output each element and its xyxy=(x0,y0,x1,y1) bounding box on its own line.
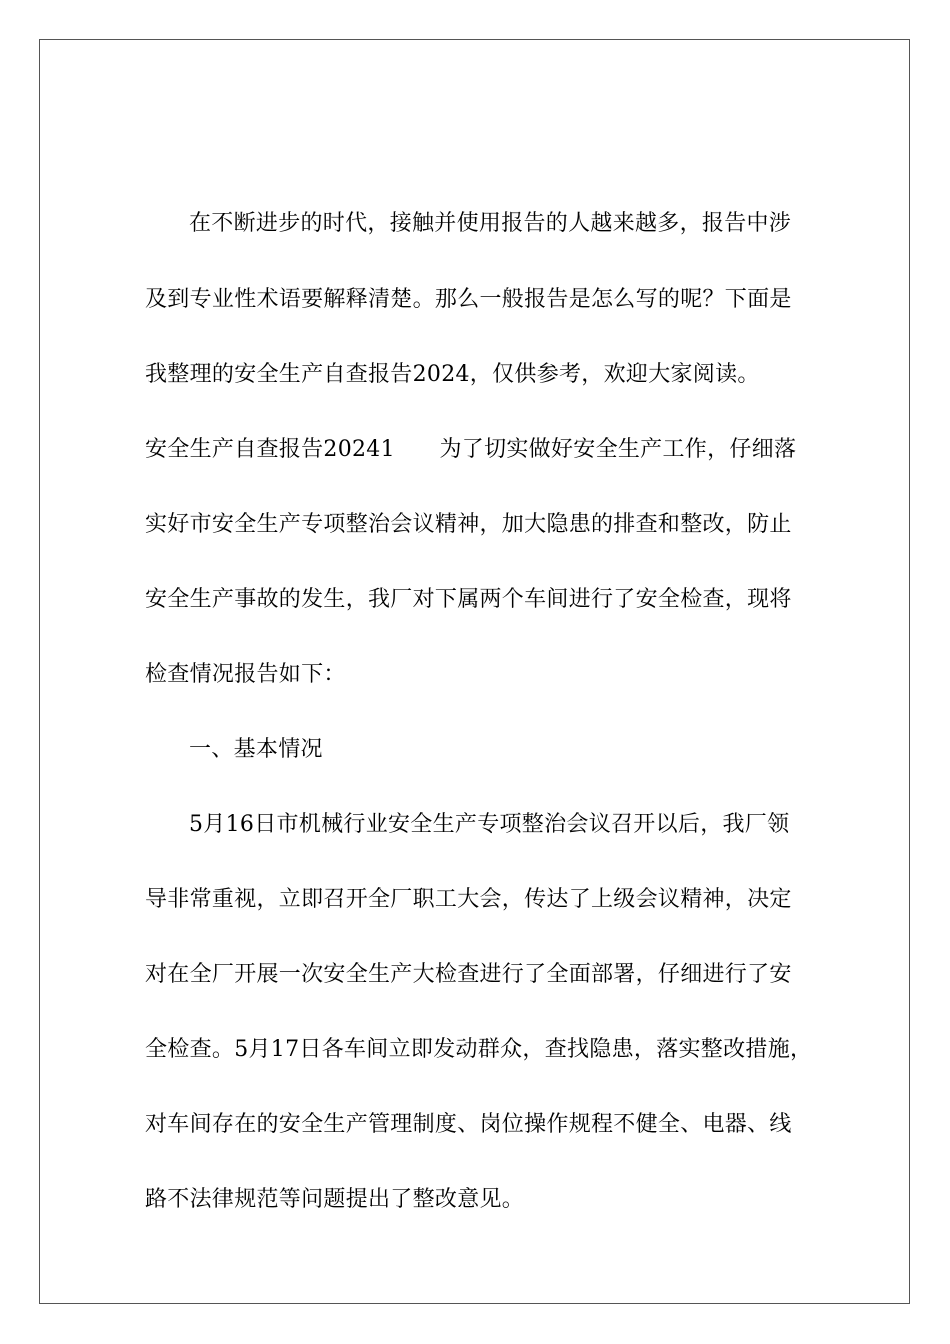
paragraph-line: 在不断进步的时代，接触并使用报告的人越来越多，报告中涉 xyxy=(189,211,792,236)
paragraph-line: 全检查。5月17日各车间立即发动群众，查找隐患，落实整改措施， xyxy=(145,1037,813,1062)
paragraph-line: 检查情况报告如下： xyxy=(145,662,346,687)
paragraph-line: 导非常重视，立即召开全厂职工大会，传达了上级会议精神，决定 xyxy=(145,887,792,912)
paragraph-line: 实好市安全生产专项整治会议精神，加大隐患的排查和整改，防止 xyxy=(145,512,792,537)
paragraph-line: 我整理的安全生产自查报告2024，仅供参考，欢迎大家阅读。 xyxy=(145,362,760,387)
paragraph-line: 及到专业性术语要解释清楚。那么一般报告是怎么写的呢？下面是 xyxy=(145,287,792,312)
paragraph-line: 5月16日市机械行业安全生产专项整治会议召开以后，我厂领 xyxy=(189,812,790,837)
paragraph-line: 安全生产事故的发生，我厂对下属两个车间进行了安全检查，现将 xyxy=(145,587,792,612)
section-heading: 一、基本情况 xyxy=(189,737,323,762)
paragraph-line: 安全生产自查报告20241 为了切实做好安全生产工作，仔细落 xyxy=(145,437,797,462)
paragraph-line: 路不法律规范等问题提出了整改意见。 xyxy=(145,1187,525,1212)
paragraph-line: 对在全厂开展一次安全生产大检查进行了全面部署，仔细进行了安 xyxy=(145,962,792,987)
paragraph-line: 对车间存在的安全生产管理制度、岗位操作规程不健全、电器、线 xyxy=(145,1112,792,1137)
